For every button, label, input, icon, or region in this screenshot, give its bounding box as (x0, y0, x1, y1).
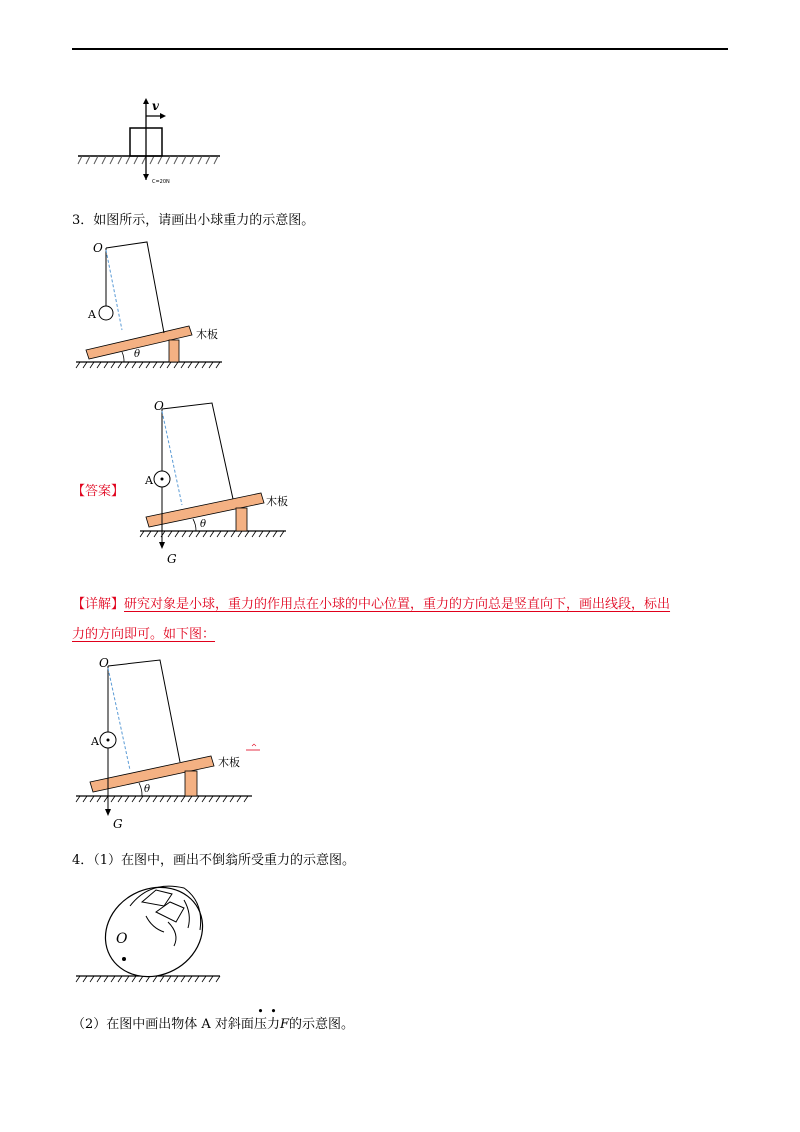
q4-part2-suffix: 的示意图。 (289, 1017, 355, 1032)
q4-part1: （1）在图中，画出不倒翁所受重力的示意图。 (93, 853, 356, 868)
explanation-angle-label: θ (144, 784, 151, 795)
explanation-force-label: G (113, 817, 123, 831)
q3-figure (72, 238, 232, 370)
q4-line (72, 852, 355, 870)
explanation-label: 【详解】 (72, 597, 125, 612)
q3-angle-label: θ (134, 349, 141, 360)
q4-part2-emphasis-1: • 压 (253, 1005, 267, 1032)
q4-part2-prefix: （2）在图中画出物体 A 对斜面 (72, 1017, 254, 1032)
explanation-point-o: O (99, 656, 109, 670)
box-velocity-figure (72, 90, 232, 190)
velocity-label: v (152, 99, 159, 113)
answer-force-label: G (167, 552, 177, 566)
explanation-ball-label: A (91, 735, 99, 748)
q3-ball-label: A (88, 308, 96, 321)
q4-part2-line (72, 1005, 355, 1034)
answer-figure (136, 395, 296, 565)
header-rule (72, 48, 728, 50)
tumbler-figure (72, 872, 232, 992)
q4-part2-emphasis-2: • 力 (266, 1005, 280, 1032)
q3-point-o: O (93, 241, 103, 255)
explanation-line-1 (72, 596, 670, 614)
answer-board-label: 木板 (266, 495, 288, 508)
q3-board-label: 木板 (196, 328, 218, 341)
explanation-text-1: 研究对象是小球，重力的作用点在小球的中心位置，重力的方向总是竖直向下，画出线段，标出 (124, 597, 671, 612)
q3-text: 如图所示，请画出小球重力的示意图。 (93, 213, 315, 228)
explanation-text-2: 力的方向即可。如下图： (72, 627, 216, 642)
explanation-figure (72, 652, 272, 832)
answer-point-o: O (154, 399, 164, 413)
q4-part2-variable: F (279, 1017, 289, 1032)
q3-number: 3． (72, 213, 94, 228)
answer-label: 【答案】 (72, 484, 125, 499)
q3-line (72, 212, 314, 230)
answer-angle-label: θ (200, 519, 207, 530)
explanation-board-label: 木板 (218, 756, 240, 769)
figure-caption-small: C=20N (152, 179, 170, 185)
q4-number: 4． (72, 853, 94, 868)
answer-ball-label: A (145, 474, 153, 487)
tumbler-point-o: O (116, 931, 128, 947)
